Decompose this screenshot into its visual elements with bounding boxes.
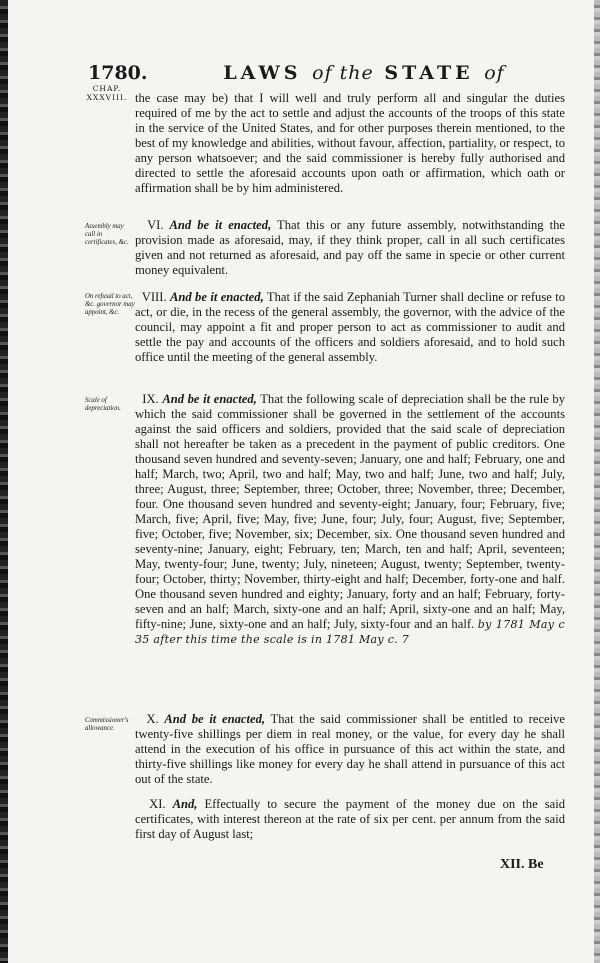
section-xi-text: Effectually to secure the payment of the money due on the said certificates, with interest thereon at the rate of six per cent. per annum from the said first day of August last;	[135, 797, 565, 841]
page-header	[88, 62, 560, 84]
section-vi-enacting: And be it enacted,	[169, 218, 272, 232]
section-x-text: That the said commissioner shall be entitled to receive twenty-five shillings per diem in real money, or the value, for every day he shall attend in the execution of his office in pursuance of this act within the state, and thirty-five shillings like money for every day he shall attend in pursuance of this act out of the state.	[135, 712, 566, 786]
section-vi-number: VI.	[147, 218, 164, 232]
section-ix-number: IX.	[142, 392, 159, 406]
handwritten-annotation: by 1781 May c 35 after this time the scale is in 1781 May c. 7	[135, 618, 565, 646]
section-viii-number: VIII.	[141, 290, 167, 304]
section-xi	[135, 797, 565, 842]
section-ix-enacting: And be it enacted,	[162, 392, 257, 406]
chapter-label: CHAP. XXXVIII.	[86, 84, 128, 102]
margin-note-certificates: Assembly may call in certificates, &c.	[85, 223, 129, 246]
section-x-number: X.	[146, 712, 159, 726]
running-title	[168, 62, 560, 84]
section-ix-text: That the following scale of depreciation shall be the rule by which the said commissioner shall be governed in the settlement of the accounts against the said officers and soldiers, provided that the said scale of depreciation shall not hereafter be taken as a precedent in the payment of public creditors. One thousand seven hundred and seventy-seven; January, one and half; February, one and half; March, two; April, two and half; May, two and half; June, two and half; July, three; August, three; September, three; October, three; November, three; December, four. One thousand seven hundred and seventy-eight; January, four; February, five; March, five; April, five; May, five; June, four; July, four; August, five; September, five; October, five; November, six; December, six. One thousand seven hundred and seventy-nine; January, eight; February, ten; March, ten and half; April, seventeen; May, twenty-four; June, twenty; July, nineteen; August, twenty; September, twenty-four; October, thirty; November, thirty-eight and half; December, forty-one and half. One thousand seven hundred and eighty; January, forty and an half; February, forty-seven and an half; March, sixty-one and an half; April, sixty-one and an half; May, fifty-nine; June, sixty-one and an half; July, sixty-four and an half.	[135, 392, 566, 631]
margin-note-governor: On refusal to act, &c. governor may appoint, &c.	[85, 293, 135, 316]
margin-note-allowance: Commissioner's allowance.	[85, 717, 129, 732]
section-viii	[135, 290, 565, 365]
paragraph-oath-text: the case may be) that I will well and truly perform all and singular the duties required of me by the act to settle and adjust the accounts of the troops of this state in the service of the United States, and for other purposes therein mentioned, to the best of my knowledge and abilities, without favour, affection, partiality, or respect, to any person whatsoever; and the said commissioner is hereby fully authorised and directed to settle the aforesaid accounts upon oath or affirmation, which oath or affirmation shall be by him administered.	[135, 91, 565, 195]
section-viii-text: That if the said Zephaniah Turner shall decline or refuse to act, or die, in the recess of the general assembly, the governor, with the advice of the council, may appoint a fit and proper person to act as commissioner to audit and settle the pay and accounts of the officers and soldiers aforesaid, and to hold such office until the meeting of the general assembly.	[135, 290, 566, 364]
section-ix	[135, 392, 565, 647]
section-xi-enacting: And,	[172, 797, 198, 811]
page-year: 1780.	[88, 62, 148, 84]
scan-edge-left	[0, 0, 8, 963]
paragraph-oath	[135, 91, 565, 196]
margin-note-depreciation: Scale of depreciation.	[85, 397, 121, 412]
scan-edge-right	[594, 0, 600, 963]
title-of-the: of the	[312, 62, 374, 84]
section-vi	[135, 218, 565, 278]
title-state: STATE	[384, 62, 474, 84]
section-x	[135, 712, 565, 787]
section-viii-enacting: And be it enacted,	[169, 290, 264, 304]
section-x-enacting: And be it enacted,	[164, 712, 266, 726]
title-laws: LAWS	[223, 62, 302, 84]
section-xi-number: XI.	[149, 797, 166, 811]
catchword: XII. Be	[500, 857, 544, 872]
title-of: of	[484, 62, 505, 84]
section-vi-text: That this or any future assembly, notwithstanding the provision made as aforesaid, may, if they think proper, call in all such certificates given and not returned as aforesaid, and pay off the same in specie or other current money equivalent.	[135, 218, 565, 277]
